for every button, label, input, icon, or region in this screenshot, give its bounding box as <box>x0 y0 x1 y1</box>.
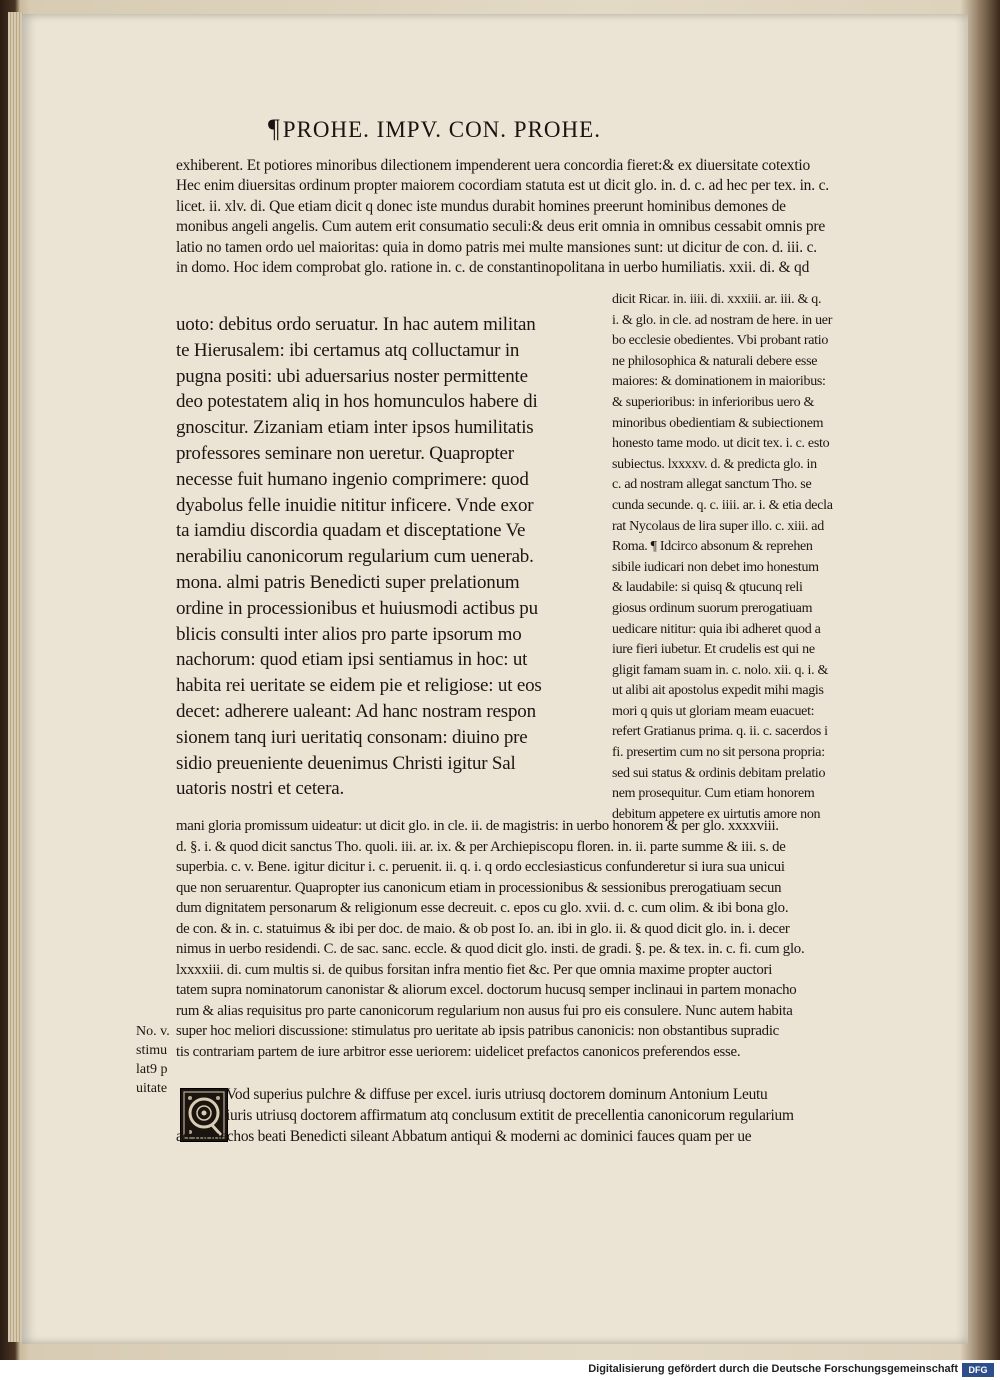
text-line: gnoscitur. Zizaniam etiam inter ipsos humilitatis <box>176 417 534 439</box>
gloss-line: rat Nycolaus de lira super illo. c. xiii. ad <box>612 518 824 534</box>
gloss-line: & laudabile: si quisq & qtucunq reli <box>612 580 803 596</box>
gloss-line: minoribus obedientiam & subiectionem <box>612 415 824 431</box>
margin-note-line: No. v. <box>136 1024 170 1039</box>
text-line: nimus in uerbo residendi. C. de sac. sanc. eccle. & quod dicit glo. insti. de gradi. §. pe. & tex. in. c. fi. cum glo. <box>176 941 805 957</box>
gloss-line: nem prosequitur. Cum etiam honorem <box>612 786 815 802</box>
running-title: PROHE. IMPV. CON. PROHE. <box>282 117 601 142</box>
gloss-line: subiectus. lxxxxv. d. & predicta glo. in <box>612 456 817 472</box>
text-line: blicis consulti inter alios pro parte ipsorum mo <box>176 623 522 645</box>
text-line: necesse fuit humano ingenio comprimere: quod <box>176 468 529 490</box>
text-line: ta iamdiu discordia quadam et disceptatione Ve <box>176 520 526 542</box>
text-line: ordine in processionibus et huiusmodi actibus pu <box>176 597 538 619</box>
text-line: deo potestatem aliq in hos homunculos habere di <box>176 391 538 413</box>
bottom-text-block <box>176 816 888 1062</box>
top-text-block <box>176 156 886 278</box>
running-header <box>268 114 748 150</box>
main-text-column <box>176 312 588 802</box>
text-line: dum dignitatem personarum & religionum esse decreuit. c. epos cu glo. xvii. d. c. cum olim. & ibi bona glo. <box>176 900 789 916</box>
gloss-line: ut alibi ait apostolus expedit mihi magis <box>612 683 824 699</box>
text-line: iuris utriusq doctorem affirmatum atq conclusum extitit de precellentia canonicorum regularium <box>226 1107 794 1124</box>
text-line: dyabolus felle inuidie nititur inficere. Vnde exor <box>176 494 534 516</box>
text-line: de con. & in. c. statuimus & ibi per doc. de maio. & ob post Io. an. ibi in glo. ii. & quod dicit glo. in. i. decer <box>176 920 790 937</box>
text-line: mani gloria promissum uideatur: ut dicit glo. in cle. ii. de magistris: in uerbo honorem & per glo. xxxxviii. <box>176 818 779 834</box>
text-line: uatoris nostri et cetera. <box>176 778 345 800</box>
gloss-line: fi. presertim cum no sit persona propria: <box>612 745 825 761</box>
text-line: super hoc meliori discussione: stimulatus pro ueritate ab ipsis patribus canonicis: non obstantibus supradic <box>176 1023 779 1039</box>
text-line: mona. almi patris Benedicti super prelationum <box>176 571 520 593</box>
gloss-line: ne philosophica & naturali debere esse <box>612 353 818 369</box>
text-line: nachorum: quod etiam ipsi sentiamus in hoc: ut <box>176 649 528 671</box>
gloss-line: debitum appetere ex uirtutis amore non <box>612 806 821 822</box>
text-line: d. §. i. & quod dicit sanctus Tho. quoli. iii. ar. ix. & per Archiepiscopu floren. in. ii. parte summe & iii. s. de <box>176 838 786 855</box>
margin-note-line: uitate <box>136 1081 168 1096</box>
dfg-logo: DFG <box>962 1363 994 1377</box>
gloss-line: & superioribus: in inferioribus uero & <box>612 394 815 410</box>
text-line: tis contrariam partem de iure arbitror esse ueriorem: uidelicet prefactos canonicos preferendos esse. <box>176 1043 741 1060</box>
text-line: sionem tanq iuri ueritatiq consonam: diuino pre <box>176 726 528 748</box>
text-line: latio no tamen ordo uel maioritas: quia in domo patris mei multe mansiones sunt: ut dicitur de con. d. iii. c. <box>176 238 817 256</box>
text-line: professores seminare non ueretur. Quapropter <box>176 442 514 464</box>
gloss-line: honesto tame modo. ut dicit tex. i. c. esto <box>612 436 830 452</box>
gloss-column <box>612 290 882 825</box>
margin-note-line: stimu <box>136 1043 168 1058</box>
gloss-line: iure fieri iubetur. Et crudelis est qui ne <box>612 642 815 658</box>
text-line: te Hierusalem: ibi certamus atq colluctamur in <box>176 339 520 361</box>
gloss-line: giosus ordinum suorum prerogatiuam <box>612 600 813 616</box>
gloss-line: gligit famam suam in. c. nolo. xii. q. i. & <box>612 662 829 678</box>
text-line: superbia. c. v. Bene. igitur dicitur i. c. peruenit. ii. q. i. q ordo ecclesiasticus confunderetur si iura sua unicui <box>176 859 785 875</box>
text-line: monibus angeli angelis. Cum autem erit consumatio seculi:& deus erit omnia in omnibus cessabit omnis pre <box>176 218 826 236</box>
gloss-line: refert Gratianus prima. q. ii. c. sacerdos i <box>612 724 828 740</box>
text-line: que non seruarentur. Quapropter ius canonicum etiam in processionibus & sessionibus prerogatiuam secun <box>176 879 782 896</box>
gloss-line: mori q quis ut gloriam meam euacuet: <box>612 703 815 719</box>
gloss-line: dicit Ricar. in. iiii. di. xxxiii. ar. iii. & q. <box>612 292 822 307</box>
text-line: tatem supra nominatorum canonistar & aliorum excel. doctorum hucusq semper inclinaui in partem monacho <box>176 982 797 998</box>
text-line: rum & alias requisitus pro parte canonicorum regularium non ausus fui pro eis consulere. Nunc autem habita <box>176 1002 793 1019</box>
footer-bar <box>0 1360 1000 1380</box>
text-line: nerabiliu canonicorum regularium cum uenerab. <box>176 546 534 568</box>
text-line: sidio preueniente deuenimus Christi igitur Sal <box>176 752 516 774</box>
text-line: Hec enim diuersitas ordinum propter maiorem cocordiam statuta est ut dicit glo. in. d. c. ad hec per tex. in. c. <box>176 177 829 195</box>
gloss-line: cunda secunde. q. c. iiii. ar. i. & etia decla <box>612 497 833 513</box>
text-line: in domo. Hoc idem comprobat glo. ratione in. c. de constantinopolitana in uerbo humiliatis. xxii. di. & qd <box>176 258 810 276</box>
final-paragraph <box>176 1084 888 1147</box>
text-line: uoto: debitus ordo seruatur. In hac autem militan <box>176 314 536 335</box>
text-line: ad monachos beati Benedicti sileant Abbatum antiqui & moderni ac dominici fauces quam per ue <box>176 1128 752 1145</box>
pilcrow-mark: ¶ <box>268 114 281 143</box>
text-line: Vod superius pulchre & diffuse per excel. iuris utriusq doctorem dominum Antonium Leutu <box>226 1086 768 1103</box>
text-line: pugna positi: ubi aduersarius noster permittente <box>176 365 528 387</box>
gloss-line: sed sui status & ordinis debitam prelatio <box>612 765 826 781</box>
gloss-line: i. & glo. in cle. ad nostram de here. in uer <box>612 312 833 328</box>
gloss-line: c. ad nostram allegat sanctum Tho. se <box>612 477 812 493</box>
text-line: habita rei ueritate se eidem pie et religiose: ut eos <box>176 675 542 697</box>
gloss-line: sibile iudicari non debet imo honestum <box>612 559 819 575</box>
text-line: decet: adherere ualeant: Ad hanc nostram respon <box>176 700 536 722</box>
gloss-line: bo ecclesie obedientes. Vbi probant ratio <box>612 333 829 349</box>
margin-note-line: lat9 p <box>136 1062 168 1077</box>
text-line: licet. ii. xlv. di. Que etiam dicit q donec iste mundus durabit homines preerunt hominibus demones de <box>176 197 786 215</box>
text-line: lxxxxiii. di. cum multis si. de quibus forsitan infra mentio fiet &c. Per que omnia maxime propter auctori <box>176 961 773 978</box>
gloss-line: uedicare nititur: quia ibi adheret quod a <box>612 621 821 637</box>
gloss-line: Roma. ¶ Idcirco absonum & reprehen <box>612 539 813 555</box>
footer-credit: Digitalisierung gefördert durch die Deutsche Forschungsgemeinschaft <box>588 1363 958 1375</box>
text-line: exhiberent. Et potiores minoribus dilectionem impenderent uera concordia fieret:& ex diuersitate cotextio <box>176 157 811 174</box>
gloss-line: maiores: & dominationem in maioribus: <box>612 374 826 390</box>
